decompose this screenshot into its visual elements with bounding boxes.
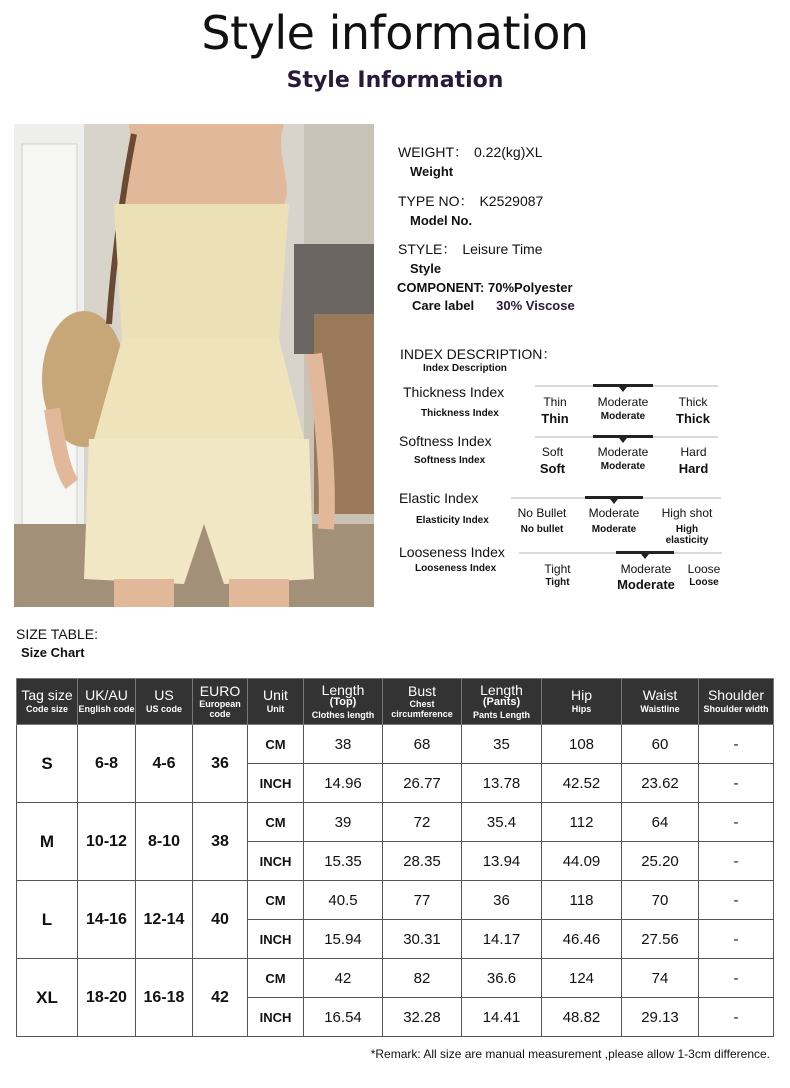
index-option: Moderate: [597, 395, 649, 409]
index-option: No Bullet: [517, 506, 567, 520]
column-header: [699, 679, 774, 725]
column-header: [193, 679, 248, 725]
weight-label: WEIGHT：: [398, 144, 468, 160]
column-header-label: Hip: [570, 687, 592, 704]
style-sub: Style: [410, 261, 442, 276]
measurement-cell: 112: [542, 803, 622, 842]
column-header-sub: Unit: [266, 704, 285, 715]
index-option-sub: Moderate: [591, 524, 637, 535]
measurement-cell: 42.52: [542, 764, 622, 803]
measurement-cell: 124: [542, 959, 622, 998]
component-label: COMPONENT:: [397, 280, 485, 295]
column-header: [622, 679, 699, 725]
column-header-label-2: (Pants): [482, 696, 521, 709]
index-scale-pointer: [619, 438, 627, 443]
unit-cell: CM: [248, 803, 304, 842]
index-option: Thick: [678, 395, 708, 409]
us-size: 16-18: [136, 959, 193, 1037]
index-option: Hard: [680, 445, 707, 459]
measurement-cell: 28.35: [383, 842, 462, 881]
index-option: Thin: [543, 395, 567, 409]
table-row: [17, 881, 774, 920]
uk-size: 18-20: [78, 959, 136, 1037]
euro-size: 40: [193, 881, 248, 959]
measurement-cell: 26.77: [383, 764, 462, 803]
measurement-cell: 14.17: [462, 920, 542, 959]
type-label: TYPE NO：: [398, 193, 474, 209]
index-heading-sub: Index Description: [423, 363, 507, 374]
unit-cell: CM: [248, 959, 304, 998]
column-header: [248, 679, 304, 725]
size-chart-table: [16, 678, 774, 1037]
table-row: [17, 959, 774, 998]
measurement-cell: 14.41: [462, 998, 542, 1037]
index-scale-pointer: [619, 387, 627, 392]
size-tag: M: [17, 803, 78, 881]
size-tag: L: [17, 881, 78, 959]
measurement-cell: 70: [622, 881, 699, 920]
column-header-label: UK/AU: [85, 687, 128, 704]
us-size: 12-14: [136, 881, 193, 959]
index-option: High shot: [661, 506, 713, 520]
column-header-sub: Pants Length: [472, 709, 530, 720]
index-option: Moderate: [620, 562, 672, 576]
measurement-cell: -: [699, 803, 774, 842]
column-header: [383, 679, 462, 725]
column-header-label: EURO: [199, 682, 241, 699]
column-header-label: US: [154, 687, 174, 704]
type-sub: Model No.: [410, 213, 473, 228]
measurement-cell: 15.94: [304, 920, 383, 959]
index-name: Thickness Index: [403, 384, 505, 400]
column-header: [17, 679, 78, 725]
measurement-cell: -: [699, 764, 774, 803]
unit-cell: CM: [248, 725, 304, 764]
component-value-2: 30% Viscose: [496, 298, 575, 313]
measurement-cell: 36.6: [462, 959, 542, 998]
euro-size: 42: [193, 959, 248, 1037]
column-header-label: Tag size: [21, 687, 73, 704]
measurement-cell: 40.5: [304, 881, 383, 920]
index-option: Soft: [541, 445, 564, 459]
size-table-sub: Size Chart: [21, 645, 85, 660]
measurement-cell: 13.94: [462, 842, 542, 881]
column-header-sub: Hips: [571, 704, 592, 715]
measurement-cell: 32.28: [383, 998, 462, 1037]
uk-size: 10-12: [78, 803, 136, 881]
index-heading: INDEX DESCRIPTION：: [400, 346, 557, 362]
index-sub: Softness Index: [414, 455, 486, 466]
measurement-cell: 30.31: [383, 920, 462, 959]
column-header-sub: Chest circumference: [391, 699, 453, 719]
measurement-cell: 72: [383, 803, 462, 842]
component-sub: Care label: [412, 298, 475, 313]
euro-size: 38: [193, 803, 248, 881]
column-header: [542, 679, 622, 725]
measurement-cell: 35: [462, 725, 542, 764]
index-option-sub: Hard: [678, 461, 709, 476]
measurement-cell: 118: [542, 881, 622, 920]
column-header: [462, 679, 542, 725]
column-header-label: Length: [321, 681, 365, 698]
table-body: [17, 725, 774, 1037]
measurement-cell: 29.13: [622, 998, 699, 1037]
measurement-cell: 48.82: [542, 998, 622, 1037]
table-row: [17, 725, 774, 764]
measurement-cell: -: [699, 842, 774, 881]
measurement-cell: -: [699, 725, 774, 764]
column-header-label: Bust: [407, 682, 436, 699]
column-header: [304, 679, 383, 725]
index-sub: Thickness Index: [421, 408, 499, 419]
product-photo: [14, 124, 374, 607]
style-info: [398, 239, 543, 276]
column-header: [78, 679, 136, 725]
measurement-cell: 35.4: [462, 803, 542, 842]
column-header-sub: Clothes length: [311, 709, 375, 720]
table-row: [17, 803, 774, 842]
column-header-label: Unit: [263, 687, 288, 704]
us-size: 8-10: [136, 803, 193, 881]
index-option-sub: No bullet: [520, 524, 564, 535]
column-header-sub: US code: [145, 704, 182, 715]
column-header-label: Length: [480, 681, 523, 698]
index-option: Tight: [544, 562, 571, 576]
measurement-cell: 13.78: [462, 764, 542, 803]
measurement-cell: 39: [304, 803, 383, 842]
size-tag: XL: [17, 959, 78, 1037]
uk-size: 14-16: [78, 881, 136, 959]
weight-value: 0.22(kg)XL: [474, 144, 543, 160]
column-header-label-2: (Top): [329, 696, 357, 709]
measurement-cell: 14.96: [304, 764, 383, 803]
measurement-cell: -: [699, 881, 774, 920]
index-option: Loose: [687, 562, 721, 576]
column-header-sub: English code: [78, 704, 135, 715]
unit-cell: INCH: [248, 998, 304, 1037]
index-option-sub: Tight: [545, 577, 570, 588]
measurement-cell: 42: [304, 959, 383, 998]
measurement-cell: 44.09: [542, 842, 622, 881]
measurement-cell: -: [699, 998, 774, 1037]
measurement-cell: 46.46: [542, 920, 622, 959]
index-option-sub: Thick: [676, 411, 710, 426]
column-header-sub: Code size: [25, 704, 68, 715]
measurement-cell: 16.54: [304, 998, 383, 1037]
index-option-sub: Moderate: [617, 577, 675, 592]
index-option-sub: High elasticity: [665, 524, 709, 546]
measurement-cell: 60: [622, 725, 699, 764]
type-info: [398, 191, 543, 228]
index-option-sub: Moderate: [600, 461, 646, 472]
column-header-sub: Shoulder width: [703, 704, 769, 715]
uk-size: 6-8: [78, 725, 136, 803]
weight-sub: Weight: [410, 164, 454, 179]
component-info: [397, 280, 573, 295]
component-info-2: [412, 298, 575, 313]
page-subtitle: Style Information: [286, 68, 504, 93]
index-option-sub: Soft: [539, 461, 566, 476]
column-header-sub: European code: [199, 699, 241, 719]
measurement-cell: -: [699, 920, 774, 959]
size-tag: S: [17, 725, 78, 803]
measurement-cell: 64: [622, 803, 699, 842]
index-sub: Elasticity Index: [416, 515, 489, 526]
index-scale-pointer: [610, 499, 618, 504]
measurement-cell: 68: [383, 725, 462, 764]
measurement-cell: 77: [383, 881, 462, 920]
measurement-cell: 25.20: [622, 842, 699, 881]
index-option: Moderate: [588, 506, 640, 520]
index-name: Looseness Index: [399, 544, 505, 560]
column-header-label: Shoulder: [707, 687, 765, 704]
column-header-sub: Waistline: [640, 704, 680, 715]
measurement-cell: 82: [383, 959, 462, 998]
measurement-cell: 23.62: [622, 764, 699, 803]
euro-size: 36: [193, 725, 248, 803]
index-option: Moderate: [597, 445, 649, 459]
size-table-label: SIZE TABLE:: [16, 626, 98, 642]
component-value-1: 70%Polyester: [488, 280, 573, 295]
measurement-cell: -: [699, 959, 774, 998]
measurement-cell: 36: [462, 881, 542, 920]
unit-cell: INCH: [248, 842, 304, 881]
style-value: Leisure Time: [462, 241, 543, 257]
column-header-label: Waist: [642, 687, 678, 704]
style-label: STYLE：: [398, 241, 457, 257]
remark-note: *Remark: All size are manual measurement ,please allow 1-3cm difference.: [370, 1047, 770, 1061]
type-value: K2529087: [479, 193, 544, 209]
weight-info: [398, 142, 542, 179]
measurement-cell: 15.35: [304, 842, 383, 881]
measurement-cell: 74: [622, 959, 699, 998]
index-name: Softness Index: [399, 433, 492, 449]
unit-cell: INCH: [248, 920, 304, 959]
column-header: [136, 679, 193, 725]
index-scale-pointer: [641, 554, 649, 559]
measurement-cell: 38: [304, 725, 383, 764]
index-option-sub: Thin: [541, 411, 569, 426]
index-option-sub: Moderate: [600, 411, 646, 422]
page-title: Style information: [201, 6, 589, 60]
us-size: 4-6: [136, 725, 193, 803]
index-name: Elastic Index: [399, 490, 479, 506]
measurement-cell: 27.56: [622, 920, 699, 959]
index-sub: Looseness Index: [415, 563, 497, 574]
index-option-sub: Loose: [689, 577, 719, 588]
unit-cell: INCH: [248, 764, 304, 803]
table-header-row: [17, 679, 774, 725]
measurement-cell: 108: [542, 725, 622, 764]
unit-cell: CM: [248, 881, 304, 920]
